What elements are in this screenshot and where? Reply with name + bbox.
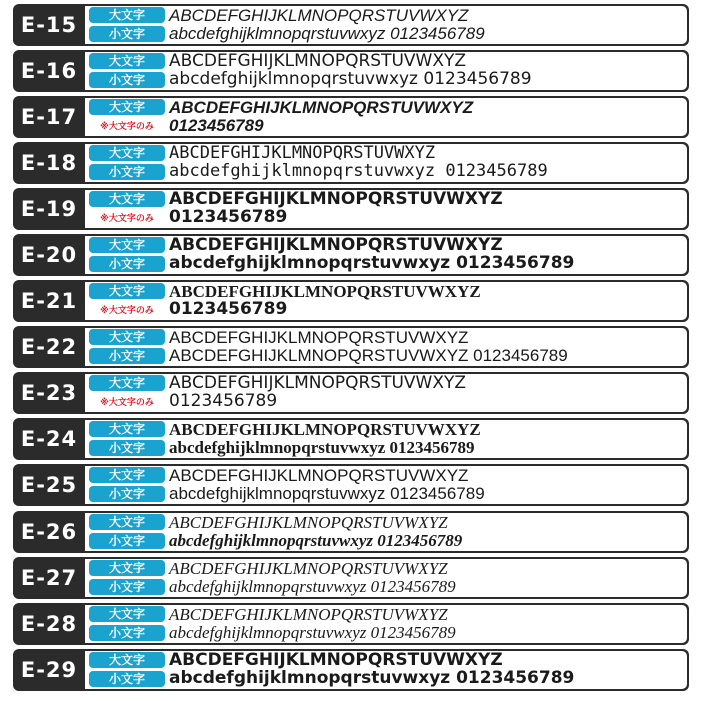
uppercase-only-note: ※大文字のみ: [100, 122, 154, 133]
uppercase-badge: 大文字: [89, 329, 165, 345]
sample-uppercase: ABCDEFGHIJKLMNOPQRSTUVWXYZ: [169, 190, 503, 210]
font-code: E-21: [20, 289, 78, 314]
font-sample-panel: [85, 98, 687, 136]
font-row-e-18: [13, 142, 689, 184]
font-code: E-27: [20, 565, 78, 590]
font-row-e-21: [13, 280, 689, 322]
sample-lowercase-digits: abcdefghijklmnopqrstuvwxyz 0123456789: [169, 484, 485, 504]
uppercase-badge: 大文字: [89, 606, 165, 622]
sample-lowercase-digits: abcdefghijklmnopqrstuvwxyz 0123456789: [169, 161, 548, 182]
font-sample-panel: [85, 328, 687, 366]
font-sample-panel: [85, 466, 687, 504]
font-code: E-18: [20, 151, 78, 176]
font-row-e-24: [13, 418, 689, 460]
font-sample-panel: [85, 236, 687, 274]
sample-uppercase: ABCDEFGHIJKLMNOPQRSTUVWXYZ: [169, 6, 469, 25]
sample-lowercase-digits: abcdefghijklmnopqrstuvwxyz 0123456789: [169, 530, 463, 550]
font-sample-list: [13, 4, 689, 695]
sample-uppercase: ABCDEFGHIJKLMNOPQRSTUVWXYZ: [169, 420, 481, 440]
font-sample-panel: [85, 374, 687, 412]
sample-lowercase-digits: abcdefghijklmnopqrstuvwxyz 0123456789: [169, 253, 575, 274]
font-row-e-23: [13, 372, 689, 414]
uppercase-badge: 大文字: [89, 145, 165, 161]
sample-lowercase-digits: abcdefghijklmnopqrstuvwxyz 0123456789: [169, 622, 456, 642]
font-row-e-17: [13, 96, 689, 138]
sample-digits: 0123456789: [169, 116, 264, 136]
uppercase-badge: 大文字: [89, 421, 165, 437]
font-row-e-28: [13, 603, 689, 645]
lowercase-badge: 小文字: [89, 486, 165, 502]
sample-uppercase: ABCDEFGHIJKLMNOPQRSTUVWXYZ: [169, 236, 503, 256]
lowercase-badge: 小文字: [89, 625, 165, 641]
font-sample-panel: [85, 52, 687, 90]
sample-uppercase: ABCDEFGHIJKLMNOPQRSTUVWXYZ: [169, 52, 467, 72]
sample-uppercase: ABCDEFGHIJKLMNOPQRSTUVWXYZ: [169, 144, 436, 164]
uppercase-badge: 大文字: [89, 237, 165, 253]
sample-uppercase: ABCDEFGHIJKLMNOPQRSTUVWXYZ: [169, 466, 469, 486]
font-row-e-19: [13, 188, 689, 230]
sample-lowercase-digits: abcdefghijklmnopqrstuvwxyz 0123456789: [169, 576, 456, 596]
sample-lowercase-digits: abcdefghijklmnopqrstuvwxyz 0123456789: [169, 24, 485, 43]
font-row-e-20: [13, 234, 689, 276]
font-row-e-22: [13, 326, 689, 368]
font-sample-panel: [85, 605, 687, 643]
uppercase-badge: 大文字: [89, 375, 165, 391]
sample-uppercase: ABCDEFGHIJKLMNOPQRSTUVWXYZ: [169, 604, 448, 624]
sample-small-caps-digits: ABCDEFGHIJKLMNOPQRSTUVWXYZ 0123456789: [169, 346, 568, 366]
lowercase-badge: 小文字: [89, 671, 165, 687]
font-row-e-16: [13, 50, 689, 92]
sample-uppercase: ABCDEFGHIJKLMNOPQRSTUVWXYZ: [169, 328, 469, 348]
uppercase-badge: 大文字: [89, 560, 165, 576]
lowercase-badge: 小文字: [89, 579, 165, 595]
uppercase-badge: 大文字: [89, 99, 165, 115]
sample-uppercase: ABCDEFGHIJKLMNOPQRSTUVWXYZ: [169, 558, 448, 578]
uppercase-badge: 大文字: [89, 283, 165, 299]
font-code: E-22: [20, 335, 78, 360]
font-code: E-28: [20, 611, 78, 636]
sample-digits: 0123456789: [169, 207, 288, 228]
uppercase-only-note: ※大文字のみ: [100, 306, 154, 317]
lowercase-badge: 小文字: [89, 256, 165, 272]
font-code: E-26: [20, 519, 78, 544]
font-sample-panel: [85, 513, 687, 551]
font-code: E-19: [20, 197, 78, 222]
font-row-e-26: [13, 511, 689, 553]
lowercase-badge: 小文字: [89, 348, 165, 364]
sample-lowercase-digits: abcdefghijklmnopqrstuvwxyz 0123456789: [169, 667, 575, 688]
lowercase-badge: 小文字: [89, 26, 165, 42]
sample-digits: 0123456789: [169, 391, 278, 412]
font-sample-panel: [85, 282, 687, 320]
font-code: E-25: [20, 473, 78, 498]
uppercase-only-note: ※大文字のみ: [100, 398, 154, 409]
font-sample-panel: [85, 190, 687, 228]
font-code: E-16: [20, 59, 78, 84]
font-code: E-15: [20, 13, 78, 37]
font-sample-panel: [85, 559, 687, 597]
sample-lowercase-digits: abcdefghijklmnopqrstuvwxyz 0123456789: [169, 69, 532, 90]
font-sample-panel: [85, 6, 687, 44]
lowercase-badge: 小文字: [89, 72, 165, 88]
font-row-e-25: [13, 464, 689, 506]
lowercase-badge: 小文字: [89, 440, 165, 456]
font-sample-panel: [85, 144, 687, 182]
lowercase-badge: 小文字: [89, 533, 165, 549]
sample-uppercase: ABCDEFGHIJKLMNOPQRSTUVWXYZ: [169, 512, 448, 532]
font-code: E-23: [20, 381, 78, 406]
font-sample-panel: [85, 651, 687, 689]
uppercase-badge: 大文字: [89, 53, 165, 69]
sample-uppercase: ABCDEFGHIJKLMNOPQRSTUVWXYZ: [169, 374, 467, 394]
font-sample-panel: [85, 420, 687, 458]
font-row-e-27: [13, 557, 689, 599]
uppercase-only-note: ※大文字のみ: [100, 214, 154, 225]
sample-uppercase: ABCDEFGHIJKLMNOPQRSTUVWXYZ: [169, 282, 481, 302]
font-row-e-29: [13, 649, 689, 691]
font-code: E-17: [20, 105, 78, 130]
uppercase-badge: 大文字: [89, 191, 165, 207]
font-code: E-20: [20, 243, 78, 268]
uppercase-badge: 大文字: [89, 7, 165, 23]
lowercase-badge: 小文字: [89, 164, 165, 180]
sample-uppercase: ABCDEFGHIJKLMNOPQRSTUVWXYZ: [169, 650, 503, 670]
font-code: E-29: [20, 657, 78, 682]
sample-uppercase: ABCDEFGHIJKLMNOPQRSTUVWXYZ: [169, 98, 474, 118]
uppercase-badge: 大文字: [89, 652, 165, 668]
sample-digits: 0123456789: [169, 299, 288, 320]
sample-lowercase-digits: abcdefghijklmnopqrstuvwxyz 0123456789: [169, 438, 475, 458]
font-row-e-15: [13, 4, 689, 46]
uppercase-badge: 大文字: [89, 514, 165, 530]
font-code: E-24: [20, 427, 78, 452]
uppercase-badge: 大文字: [89, 467, 165, 483]
